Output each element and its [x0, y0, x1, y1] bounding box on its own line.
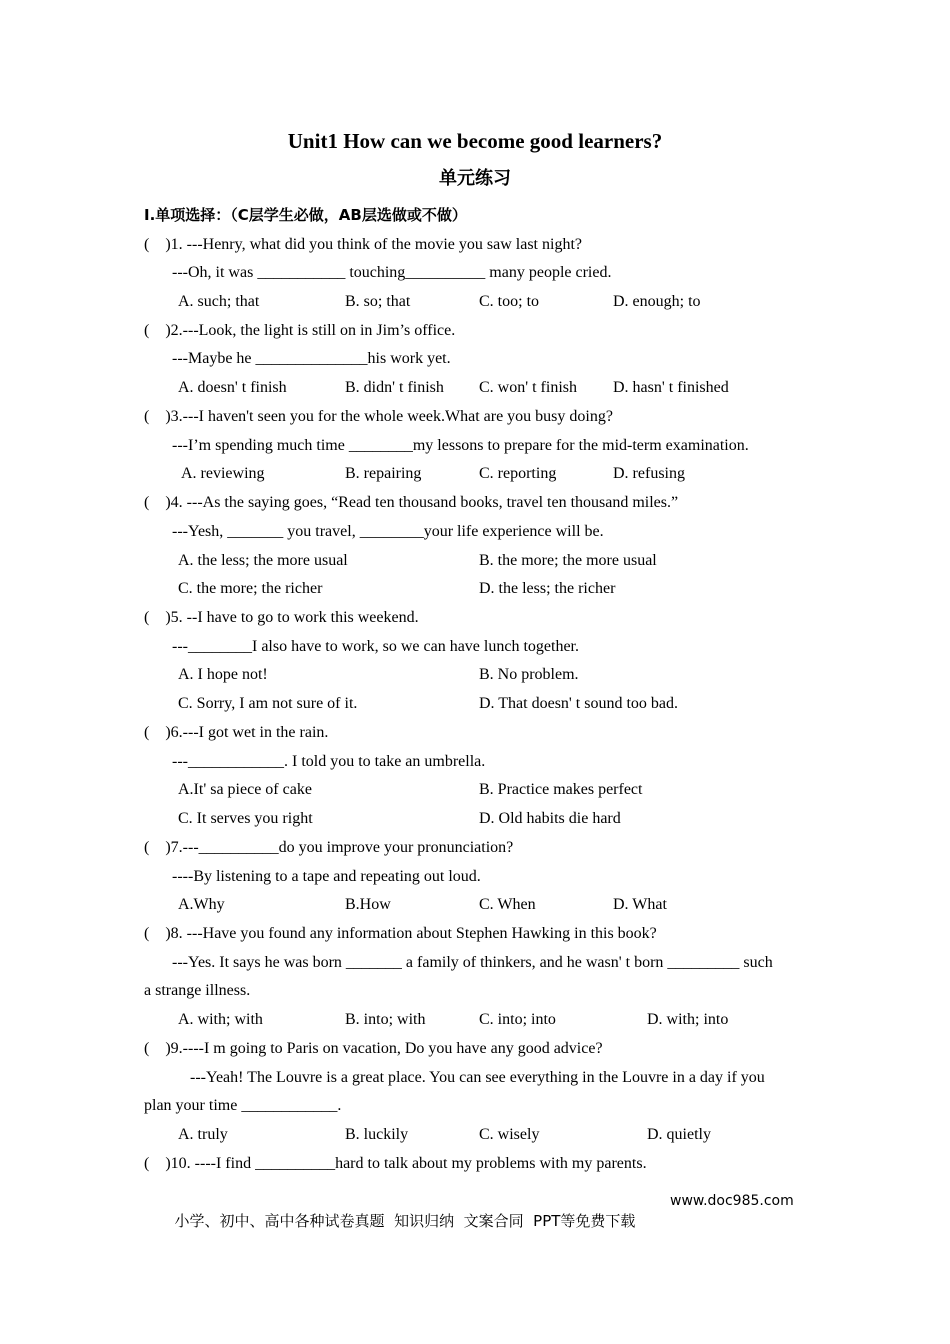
question-9-option-a: A. truly [178, 1126, 228, 1143]
question-9-line-1: ---Yeah! The Louvre is a great place. You can see everything in the Louvre in a day if you [190, 1069, 765, 1086]
question-6-option-c: C. It serves you right [178, 810, 313, 827]
question-2-option-c: C. won' t finish [479, 379, 577, 396]
question-5-option-c: C. Sorry, I am not sure of it. [178, 695, 358, 712]
question-1-option-b: B. so; that [345, 293, 411, 310]
question-9-stem: ( )9.----I m going to Paris on vacation, Do you have any good advice? [144, 1040, 603, 1057]
question-1-stem: ( )1. ---Henry, what did you think of the movie you saw last night? [144, 236, 582, 253]
page-footer [165, 1191, 794, 1251]
question-5-option-a: A. I hope not! [178, 666, 268, 683]
question-9-line-2: plan your time ____________. [144, 1097, 342, 1114]
question-5-option-d: D. That doesn' t sound too bad. [479, 695, 679, 712]
question-2-option-a: A. doesn' t finish [178, 379, 287, 396]
question-8-line-1: ---Yes. It says he was born _______ a family of thinkers, and he wasn' t born _________ such [172, 954, 773, 971]
question-3-option-c: C. reporting [479, 465, 557, 482]
page-subtitle: 单元练习 [439, 168, 511, 189]
question-1-option-c: C. too; to [479, 293, 540, 310]
question-7-stem: ( )7.---__________do you improve your pronunciation? [144, 839, 514, 856]
question-6-option-b: B. Practice makes perfect [479, 781, 643, 798]
question-6-option-d: D. Old habits die hard [479, 810, 621, 827]
question-5-option-b: B. No problem. [479, 666, 579, 683]
question-7-option-c: C. When [479, 896, 536, 913]
question-8-option-d: D. with; into [647, 1011, 729, 1028]
question-1-option-d: D. enough; to [613, 293, 701, 310]
question-6-stem: ( )6.---I got wet in the rain. [144, 724, 329, 741]
question-8-stem: ( )8. ---Have you found any information about Stephen Hawking in this book? [144, 925, 657, 942]
question-3-line: ---I’m spending much time ________my lessons to prepare for the mid-term examination. [172, 437, 749, 454]
question-9-option-b: B. luckily [345, 1126, 409, 1143]
question-2-stem: ( )2.---Look, the light is still on in Jim’s office. [144, 322, 456, 339]
question-6-option-a: A.It' sa piece of cake [178, 781, 312, 798]
question-3-stem: ( )3.---I haven't seen you for the whole week.What are you busy doing? [144, 408, 613, 425]
question-4-stem: ( )4. ---As the saying goes, “Read ten thousand books, travel ten thousand miles.” [144, 494, 679, 511]
question-4-option-b: B. the more; the more usual [479, 552, 657, 569]
question-5-stem: ( )5. --I have to go to work this weekend. [144, 609, 419, 626]
question-7-option-b: B.How [345, 896, 391, 913]
question-10-stem: ( )10. ----I find __________hard to talk about my problems with my parents. [144, 1155, 647, 1172]
question-1-option-a: A. such; that [178, 293, 260, 310]
question-7-option-d: D. What [613, 896, 667, 913]
question-1-line: ---Oh, it was ___________ touching__________ many people cried. [172, 264, 612, 281]
question-8-line-2: a strange illness. [144, 982, 251, 999]
question-4-line: ---Yesh, _______ you travel, ________your life experience will be. [172, 523, 604, 540]
section-heading: I.单项选择：（C层学生必做，AB层选做或不做） [144, 206, 467, 224]
question-2-option-d: D. hasn' t finished [613, 379, 729, 396]
page-title: Unit1 How can we become good learners? [287, 129, 663, 153]
question-3-option-a: A. reviewing [181, 465, 265, 482]
question-8-option-c: C. into; into [479, 1011, 556, 1028]
question-6-line: ---____________. I told you to take an umbrella. [172, 753, 486, 770]
question-3-option-d: D. refusing [613, 465, 685, 482]
question-7-line: ----By listening to a tape and repeating out loud. [172, 868, 481, 885]
question-2-option-b: B. didn' t finish [345, 379, 444, 396]
question-4-option-c: C. the more; the richer [178, 580, 323, 597]
question-8-option-b: B. into; with [345, 1011, 426, 1028]
question-3-option-b: B. repairing [345, 465, 422, 482]
question-4-option-a: A. the less; the more usual [178, 552, 348, 569]
question-7-option-a: A.Why [178, 896, 225, 913]
footer-url[interactable]: www.doc985.com [670, 1193, 794, 1209]
question-4-option-d: D. the less; the richer [479, 580, 616, 597]
question-5-line: ---________I also have to work, so we can have lunch together. [172, 638, 579, 655]
question-8-option-a: A. with; with [178, 1011, 263, 1028]
question-2-line: ---Maybe he ______________his work yet. [172, 350, 451, 367]
question-9-option-c: C. wisely [479, 1126, 540, 1143]
question-9-option-d: D. quietly [647, 1126, 711, 1143]
footer-text: 小学、初中、高中各种试卷真题 知识归纳 文案合同 PPT等免费下载 [174, 1212, 636, 1230]
